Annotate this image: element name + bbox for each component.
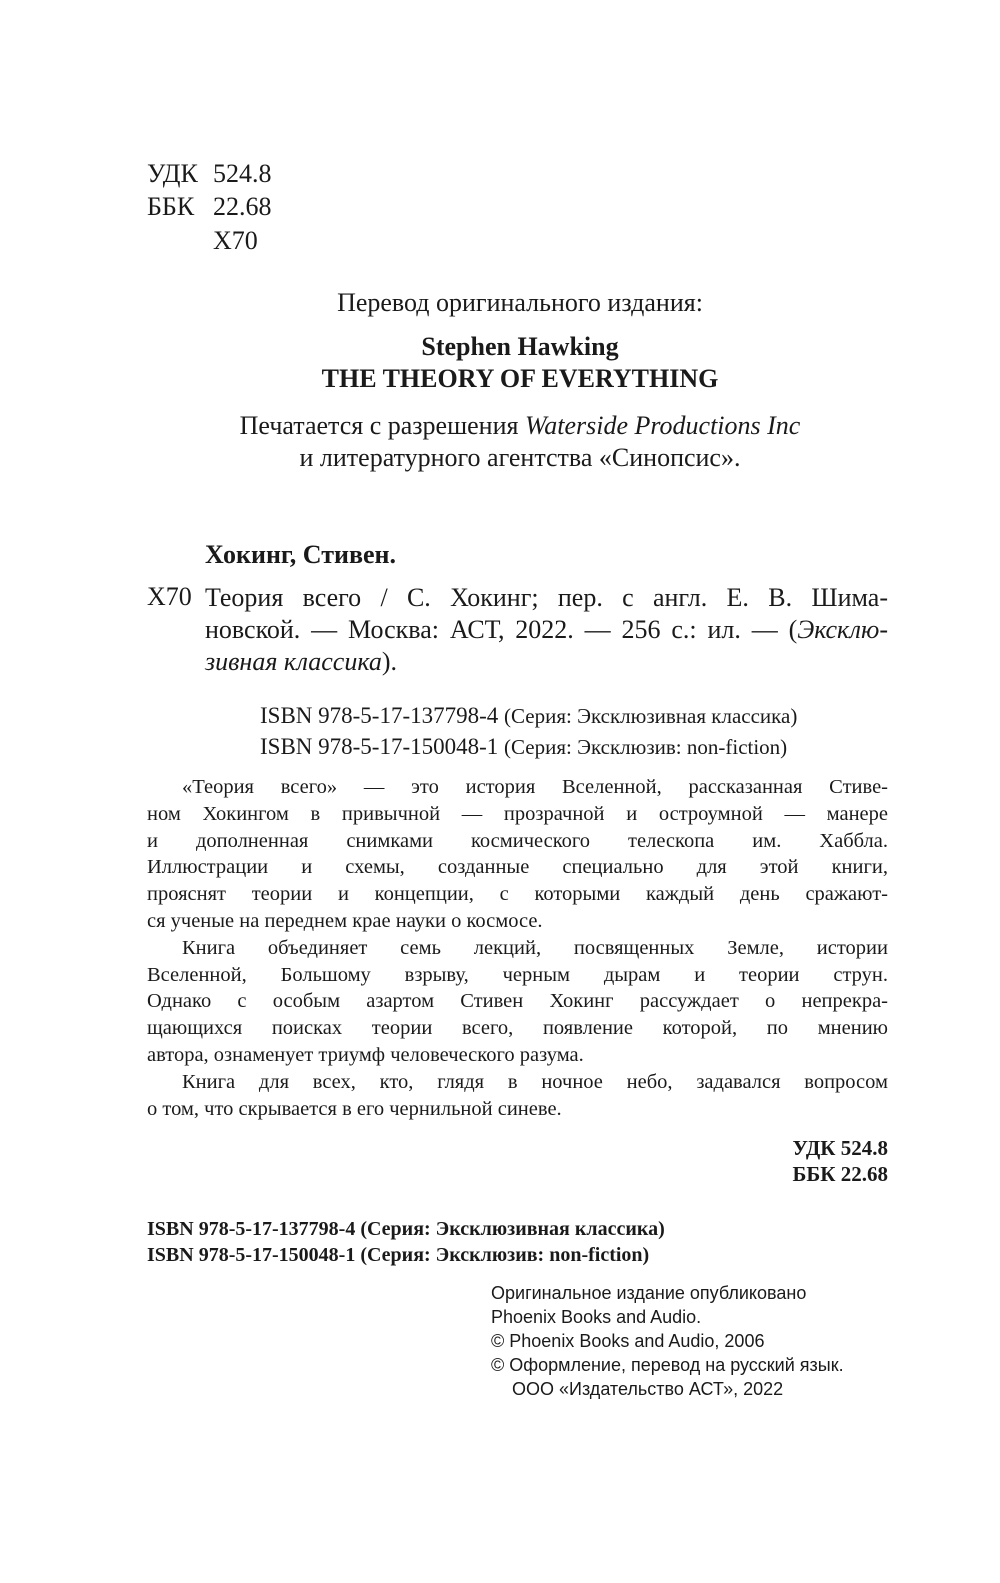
original-author: Stephen Hawking: [421, 332, 619, 361]
permission-text: Печатается с разрешения: [239, 411, 525, 440]
bbk-label: ББК: [147, 192, 195, 221]
abstract-line: Вселенной, Большому взрыву, черным дырам и теории струн.: [147, 963, 888, 986]
bbk-row: [147, 193, 272, 221]
udk-bottom: УДК 524.8: [792, 1136, 888, 1160]
original-title: THE THEORY OF EVERYTHING: [321, 364, 719, 393]
copyright-line: © Оформление, перевод на русский язык.: [491, 1355, 844, 1375]
publication-line: Оригинальное издание опубликовано: [491, 1283, 807, 1303]
udk-row: [147, 160, 272, 188]
isbn-bold-line-2: ISBN 978-5-17-150048-1 (Серия: Эксклюзив: non-fiction): [147, 1244, 650, 1266]
permission-company: Waterside Productions Inc: [524, 411, 801, 440]
biblio-line-1: Теория всего / С. Хокинг; пер. с англ. Е. В. Шима-: [205, 583, 888, 612]
abstract-line: автора, ознаменует триумф человеческого разума.: [147, 1043, 584, 1066]
abstract-line: прояснят теории и концепции, с которыми каждый день сражают-: [147, 883, 888, 906]
publisher-line: ООО «Издательство АСТ», 2022: [512, 1379, 784, 1399]
udk-label: УДК: [147, 159, 198, 188]
abstract-line: Однако с особым азартом Стивен Хокинг рассуждает о непрекра-: [147, 990, 888, 1013]
publication-line: Phoenix Books and Audio.: [491, 1307, 702, 1327]
abstract-line: ном Хокингом в привычной — прозрачной и остроумной — манере: [147, 802, 888, 825]
abstract-line: Иллюстрации и схемы, созданные специально для этой книги,: [147, 856, 888, 879]
abstract-line: щающихся поисках теории всего, появление которой, по мнению: [147, 1017, 888, 1040]
abstract-line: и дополненная снимками космического телескопа им. Хаббла.: [147, 829, 888, 852]
isbn-line-1: ISBN 978-5-17-137798-4 (Серия: Эксклюзивная классика): [260, 703, 798, 728]
abstract-line: Книга объединяет семь лекций, посвященных Земле, истории: [182, 936, 888, 959]
abstract-line: о том, что скрывается в его чернильной синеве.: [147, 1097, 562, 1120]
abstract: [147, 774, 888, 1122]
bibliographic-code: Х70: [147, 582, 192, 611]
isbn-bold-line-1: ISBN 978-5-17-137798-4 (Серия: Эксклюзивная классика): [147, 1218, 665, 1240]
author-mark-row: [147, 227, 258, 255]
author-mark: Х70: [213, 226, 258, 255]
original-edition-label: Перевод оригинального издания:: [337, 288, 703, 317]
abstract-line: «Теория всего» — это история Вселенной, рассказанная Стиве-: [182, 776, 888, 798]
bbk-bottom: ББК 22.68: [792, 1162, 888, 1186]
bibliographic-description: [205, 582, 888, 678]
abstract-line: ся ученые на переднем крае науки о космосе.: [147, 909, 543, 932]
copyright-line: © Phoenix Books and Audio, 2006: [491, 1331, 765, 1351]
abstract-line: Книга для всех, кто, глядя в ночное небо, задавался вопросом: [182, 1070, 888, 1093]
biblio-line-2: новской. — Москва: АСТ, 2022. — 256 с.: ил. — (Эксклю-: [205, 615, 888, 644]
permission-line-1: [0, 411, 1000, 441]
isbn-line-2: ISBN 978-5-17-150048-1 (Серия: Эксклюзив: non-fiction): [260, 734, 788, 759]
bibliographic-author: Хокинг, Стивен.: [205, 540, 397, 569]
permission-line-2: и литературного агентства «Синопсис».: [299, 443, 741, 472]
bbk-value: 22.68: [213, 192, 272, 221]
udk-value: 524.8: [213, 159, 272, 188]
biblio-line-3: зивная классика).: [205, 647, 398, 676]
